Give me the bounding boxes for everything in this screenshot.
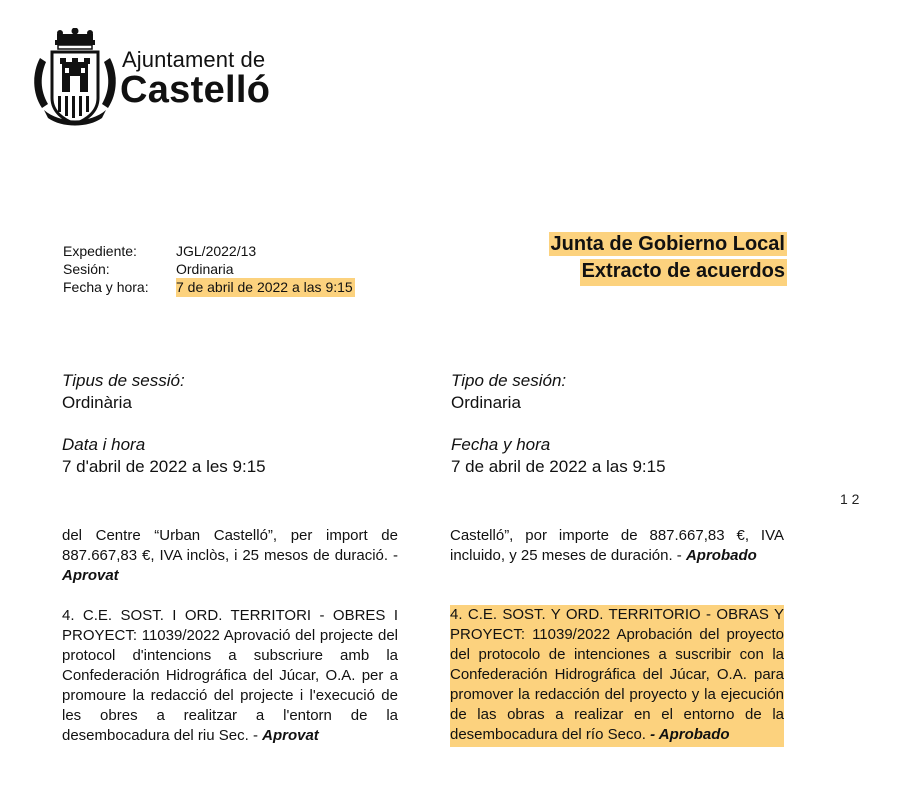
sesion-value: Ordinaria [176, 261, 234, 277]
left-paragraph-1 [62, 526, 398, 586]
right-paragraph-1-text: Castelló”, por importe de 887.667,83 €, IVA incluido, y 25 meses de duración. - [450, 527, 784, 564]
expediente-value: JGL/2022/13 [176, 243, 257, 259]
tipo-sesion-value: Ordinaria [451, 393, 521, 412]
tipo-sesion-label: Tipo de sesión: [451, 371, 567, 390]
right-paragraph-2-text: 4. C.E. SOST. Y ORD. TERRITORIO - OBRAS Y PROYECT: 11039/2022 Aprobación del proyecto del protocolo de intenciones a suscribir con la Confederación Hidrográfica del Júcar, O.A. para promover la redacción del proyecto y la ejecución de las obras a realizar en el entorno de la desembocadura del río Seco. [450, 606, 784, 743]
right-paragraph-1-result: Aprobado [685, 547, 757, 564]
data-hora-label: Data i hora [62, 435, 146, 454]
sesion-label: Sesión: [63, 261, 110, 277]
right-paragraph-2-result: - Aprobado [650, 726, 730, 743]
left-paragraph-2-text: 4. C.E. SOST. I ORD. TERRITORI - OBRES I PROYECT: 11039/2022 Aprovació del projecte del protocol d'intencions a subscriure amb la Confederación Hidrográfica del Júcar, O.A. per a promoure la redacció del projecte i l'execució de les obres a realitzar a l'entorn de la desembocadura del riu Sec. - [62, 607, 398, 744]
left-paragraph-1-result: Aprovat [62, 567, 119, 584]
castello-coat-of-arms-logo [30, 28, 120, 128]
left-paragraph-2 [62, 606, 398, 746]
expediente-label: Expediente: [63, 243, 137, 259]
fecha-label: Fecha y hora: [63, 279, 149, 295]
left-paragraph-2-result: Aprovat [262, 727, 319, 744]
tipus-sessio-label: Tipus de sessió: [62, 371, 185, 390]
page-number-fragment: 1 2 [840, 491, 860, 507]
fecha-hora-label: Fecha y hora [451, 435, 551, 454]
document-subtitle: Extracto de acuerdos [580, 259, 787, 286]
fecha-hora-value: 7 de abril de 2022 a las 9:15 [451, 457, 666, 476]
data-hora-value: 7 d'abril de 2022 a les 9:15 [62, 457, 266, 476]
document-title: Junta de Gobierno Local [550, 233, 785, 255]
brand-name-line2: Castelló [120, 69, 271, 111]
left-paragraph-1-text: del Centre “Urban Castelló”, per import de 887.667,83 €, IVA inclòs, i 25 mesos de duració. - [62, 527, 398, 564]
brand-name-line1: Ajuntament de [122, 47, 266, 72]
fecha-value: 7 de abril de 2022 a las 9:15 [176, 279, 353, 295]
right-paragraph-2 [450, 605, 784, 747]
right-paragraph-1 [450, 526, 784, 566]
tipus-sessio-value: Ordinària [62, 393, 132, 412]
